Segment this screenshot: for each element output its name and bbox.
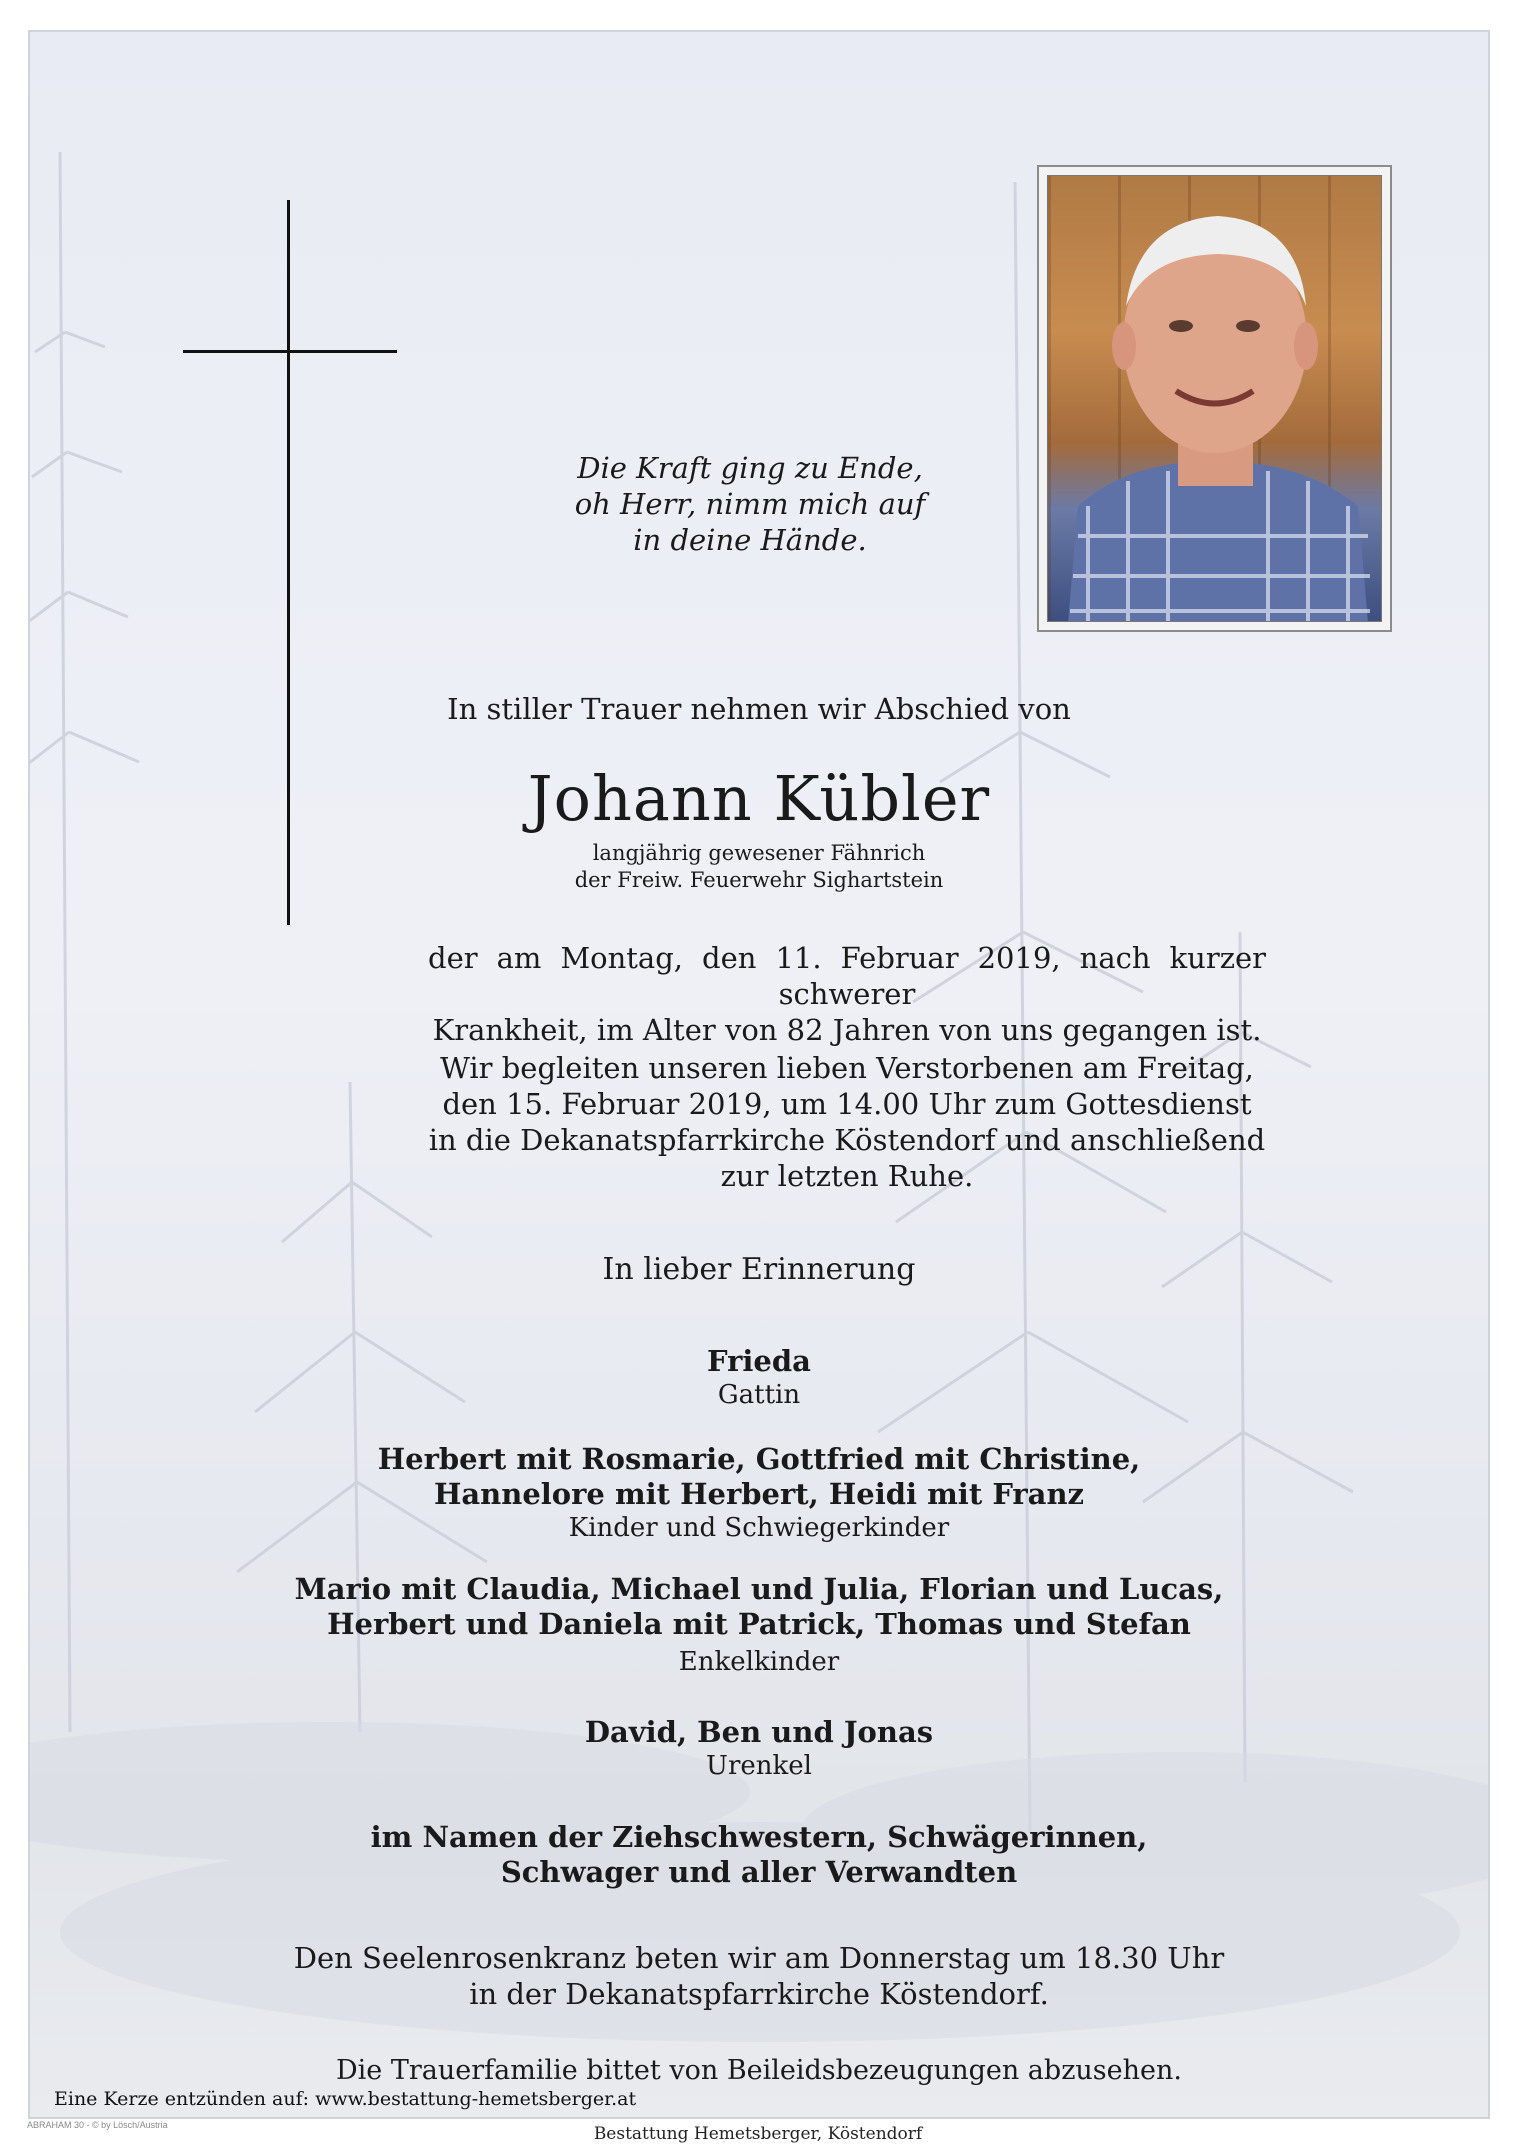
death-notice-line: Krankheit, im Alter von 82 Jahren von uns gegangen ist.: [432, 1013, 1262, 1047]
death-notice: [428, 940, 1266, 1048]
family-names: Frieda: [707, 1344, 811, 1378]
cross-horizontal-bar: [183, 350, 397, 353]
family-names: Herbert mit Rosmarie, Gottfried mit Christine,: [377, 1442, 1141, 1476]
family-group-children: [30, 1442, 1488, 1545]
verse-line: Die Kraft ging zu Ende,: [577, 451, 923, 485]
verse-line: in deine Hände.: [633, 523, 867, 557]
death-notice-line: der am Montag, den 11. Februar 2019, nach kurzer schwerer: [428, 941, 1266, 1011]
role-line: langjährig gewesener Fähnrich: [592, 841, 926, 865]
family-names: Mario mit Claudia, Michael und Julia, Florian und Lucas,: [294, 1572, 1224, 1606]
role-line: der Freiw. Feuerwehr Sighartstein: [574, 868, 944, 892]
funeral-notice-line: Wir begleiten unseren lieben Verstorbenen am Freitag,: [440, 1051, 1254, 1085]
rosary-notice: [30, 1940, 1488, 2012]
funeral-notice-line: in die Dekanatspfarrkirche Köstendorf und anschließend: [428, 1123, 1266, 1157]
portrait-photo: [1047, 175, 1382, 622]
family-group-relatives: [30, 1820, 1488, 1890]
funeral-notice: [428, 1050, 1266, 1194]
memorial-verse: [500, 450, 1000, 558]
portrait-frame: [1037, 165, 1392, 632]
rosary-line: Den Seelenrosenkranz beten wir am Donnerstag um 18.30 Uhr: [293, 1941, 1225, 1975]
parte-card: [28, 30, 1490, 2119]
undertaker-footer: Bestattung Hemetsberger, Köstendorf: [593, 2124, 923, 2144]
family-names: Herbert und Daniela mit Patrick, Thomas und Stefan: [327, 1607, 1191, 1641]
family-names: David, Ben und Jonas: [584, 1715, 934, 1749]
closing-line: In lieber Erinnerung: [602, 1252, 916, 1287]
family-group-greatgrandchildren: [30, 1715, 1488, 1783]
family-group-grandchildren: [30, 1572, 1488, 1679]
rosary-line: in der Dekanatspfarrkirche Köstendorf.: [469, 1977, 1049, 2011]
deceased-role: [30, 840, 1488, 894]
condolence-note: Die Trauerfamilie bittet von Beileidsbezeugungen abzusehen.: [336, 2055, 1182, 2086]
family-relation: Kinder und Schwiegerkinder: [568, 1513, 950, 1543]
imprint-text: ABRAHAM 30 - © by Lösch/Austria: [27, 2120, 168, 2130]
family-group-spouse: [30, 1344, 1488, 1412]
family-relation: Enkelkinder: [678, 1647, 840, 1677]
family-relation: Gattin: [717, 1380, 801, 1410]
family-names: Hannelore mit Herbert, Heidi mit Franz: [433, 1477, 1085, 1511]
deceased-name: Johann Kübler: [527, 762, 991, 835]
funeral-notice-line: zur letzten Ruhe.: [720, 1159, 974, 1193]
family-names: im Namen der Ziehschwestern, Schwägerinnen,: [370, 1820, 1148, 1854]
intro-line: In stiller Trauer nehmen wir Abschied von: [447, 692, 1071, 726]
family-relation: Urenkel: [706, 1751, 812, 1781]
family-names: Schwager und aller Verwandten: [500, 1855, 1018, 1889]
funeral-notice-line: den 15. Februar 2019, um 14.00 Uhr zum Gottesdienst: [442, 1087, 1252, 1121]
candle-link[interactable]: Eine Kerze entzünden auf: www.bestattung-hemetsberger.at: [54, 2088, 637, 2110]
verse-line: oh Herr, nimm mich auf: [574, 487, 926, 521]
